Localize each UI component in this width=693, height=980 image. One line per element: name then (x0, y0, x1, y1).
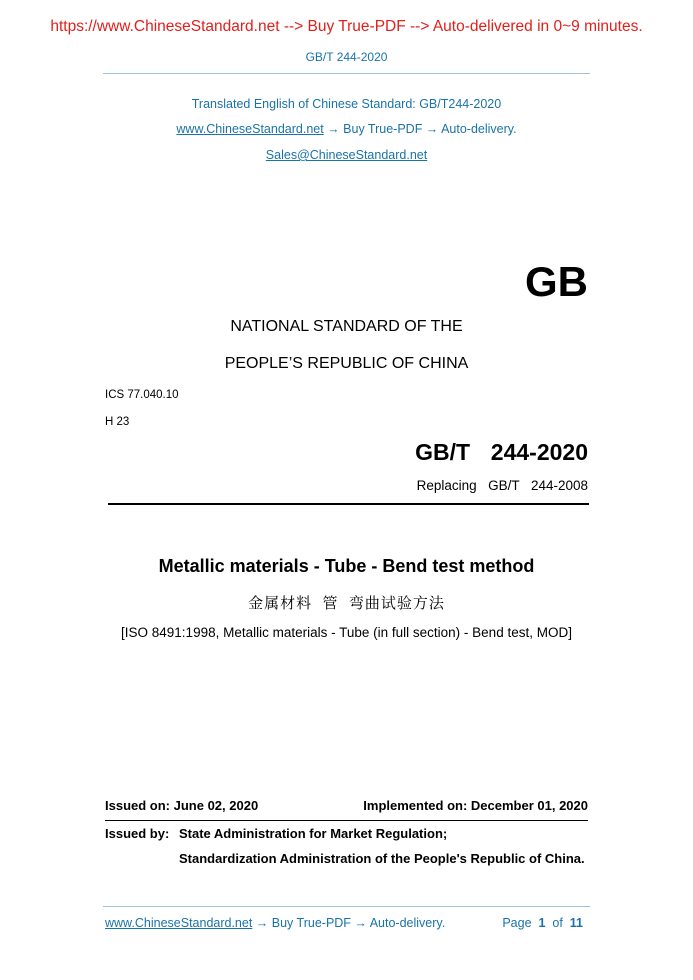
issued-on: Issued on: June 02, 2020 (105, 798, 259, 813)
page-current: 1 (538, 916, 546, 930)
page-indicator (502, 916, 583, 930)
site-line (0, 122, 693, 136)
footer-site-link[interactable]: www.ChineseStandard.net (105, 916, 253, 930)
iso-reference: [ISO 8491:1998, Metallic materials - Tube (in full section) - Bend test, MOD] (121, 625, 572, 640)
footer-site-line (105, 916, 445, 930)
footer-site-tail: → Buy True-PDF → Auto-delivery. (252, 916, 446, 930)
national-standard-line2: PEOPLE’S REPUBLIC OF CHINA (224, 355, 469, 372)
page-of: of (552, 916, 563, 930)
issued-by-label: Issued by: (105, 826, 170, 841)
title-chinese: 金属材料 管 弯曲试验方法 (248, 595, 445, 612)
title-english: Metallic materials - Tube - Bend test method (158, 556, 535, 576)
ccs-code: H 23 (105, 416, 130, 428)
header-standard-code: GB/T 244-2020 (305, 50, 388, 64)
national-standard-line1: NATIONAL STANDARD OF THE (230, 318, 463, 335)
translated-notice: Translated English of Chinese Standard: GB/T244-2020 (191, 97, 502, 111)
issued-by-authority-1: State Administration for Market Regulation; (179, 826, 448, 841)
title-divider (108, 503, 589, 505)
implemented-on: Implemented on: December 01, 2020 (363, 798, 588, 813)
top-banner[interactable]: https://www.ChineseStandard.net --> Buy True-PDF --> Auto-delivered in 0~9 minutes. (50, 18, 643, 35)
issued-by-authority-2: Standardization Administration of the People's Republic of China. (179, 851, 585, 866)
footer-divider (103, 906, 590, 907)
site-link[interactable]: www.ChineseStandard.net (176, 122, 324, 136)
site-line-tail: → Buy True-PDF → Auto-delivery. (323, 122, 517, 136)
issue-divider (105, 820, 588, 821)
ics-code: ICS 77.040.10 (105, 389, 179, 401)
email-link[interactable]: Sales@ChineseStandard.net (265, 148, 428, 162)
standard-number: GB/T 244-2020 (415, 439, 588, 465)
email-line (0, 148, 693, 162)
header-divider (103, 73, 590, 74)
gb-mark: GB (525, 258, 588, 305)
page-total: 11 (569, 916, 583, 930)
page-label: Page (502, 916, 532, 930)
replacing-note: Replacing GB/T 244-2008 (416, 478, 588, 493)
